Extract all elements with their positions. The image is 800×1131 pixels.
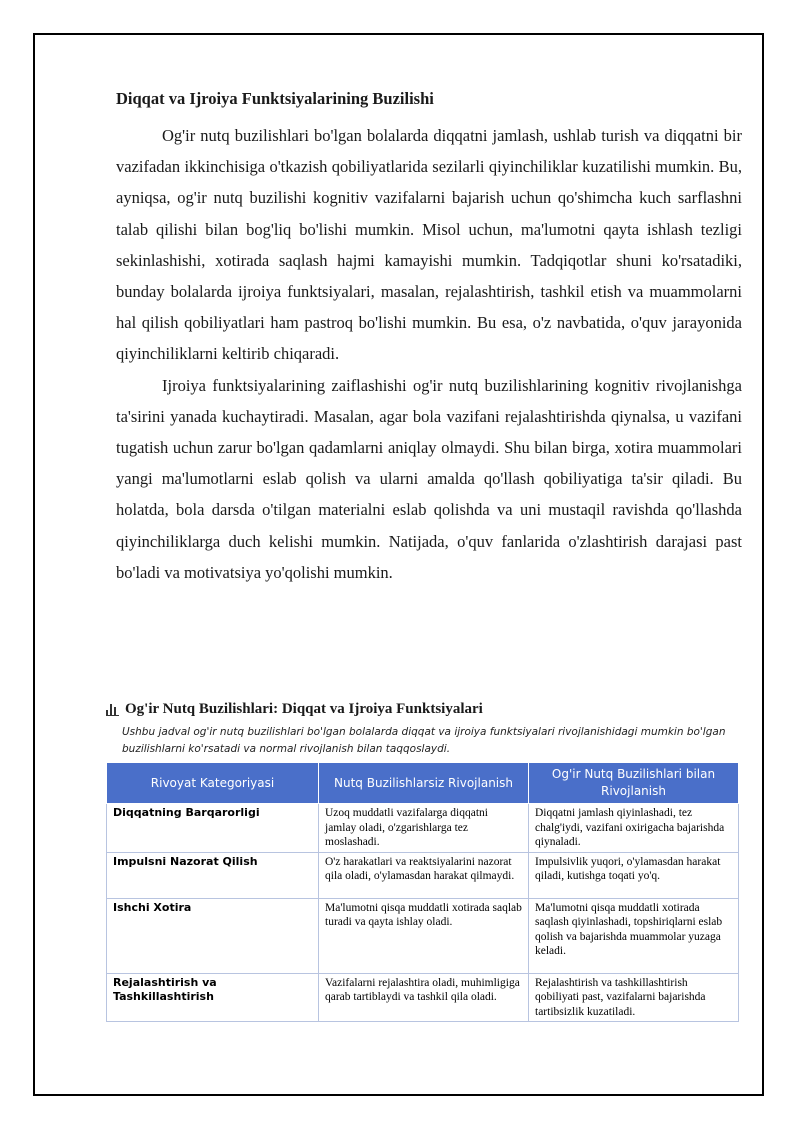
- category-cell: Diqqatning Barqarorligi: [107, 804, 319, 853]
- normal-development-cell: Uzoq muddatli vazifalarga diqqatni jamlay oladi, o'zgarishlarga tez moslashadi.: [319, 804, 529, 853]
- document-body: [116, 86, 742, 588]
- table-row: [107, 804, 739, 853]
- table-title-text: Og'ir Nutq Buzilishlari: Diqqat va Ijroiya Funktsiyalari: [125, 701, 483, 717]
- category-cell: Ishchi Xotira: [107, 898, 319, 973]
- category-cell: Impulsni Nazorat Qilish: [107, 852, 319, 898]
- normal-development-cell: O'z harakatlari va reaktsiyalarini nazorat qila oladi, o'ylamasdan harakat qilmaydi.: [319, 852, 529, 898]
- category-cell: Rejalashtirish va Tashkillashtirish: [107, 973, 319, 1022]
- impaired-development-cell: Impulsivlik yuqori, o'ylamasdan harakat qiladi, kutishga toqati yo'q.: [529, 852, 739, 898]
- table-row: [107, 973, 739, 1022]
- table-row: [107, 898, 739, 973]
- comparison-table: [106, 762, 739, 1022]
- table-caption: Ushbu jadval og'ir nutq buzilishlari bo'lgan bolalarda diqqat va ijroiya funktsiyalari rivojlanishidagi mumkin bo'lgan buzilishlarni ko'rsatadi va normal rivojlanish bilan taqqoslaydi.: [122, 726, 726, 755]
- paragraph-2: Ijroiya funktsiyalarining zaiflashishi og'ir nutq buzilishlarining kognitiv rivojlanishga ta'sirini yanada kuchaytiradi. Masalan, agar bola vazifani rejalashtirishda qiynalsa, u vazifani tugatish uchun zarur bo'lgan qadamlarni aniqlay olmaydi. Shu bilan birga, xotira muammolari yangi ma'lumotlarni eslab qolish va ularni amalda qo'llash qobiliyatiga ta'sir qiladi. Bu holatda, bola darsda o'tilgan materialni eslab qolishda va uni mustaqil ravishda qo'llashda qiyinchiliklarga duch kelishi mumkin. Natijada, o'quv fanlarida o'zlashtirish darajasi past bo'ladi va motivatsiya yo'qolishi mumkin.: [116, 375, 742, 582]
- impaired-development-cell: Rejalashtirish va tashkillashtirish qobiliyati past, vazifalarni bajarishda tartibsizlik kuzatiladi.: [529, 973, 739, 1022]
- table-header-row: [107, 763, 739, 804]
- comparison-table-section: [106, 701, 738, 1022]
- impaired-development-cell: Diqqatni jamlash qiyinlashadi, tez chalg'iydi, vazifani oxirigacha bajarishda qiynaladi.: [529, 804, 739, 853]
- table-row: [107, 852, 739, 898]
- paragraph-1: Og'ir nutq buzilishlari bo'lgan bolalarda diqqatni jamlash, ushlab turish va diqqatni bir vazifadan ikkinchisiga o'tkazish qobiliyatlarida sezilarli qiyinchiliklar kuzatilishi mumkin. Bu, ayniqsa, og'ir nutq buzilishi kognitiv vazifalarni bajarish uchun qo'shimcha kuch sarflashni talab qilishi bilan bog'liq bo'lishi mumkin. Misol uchun, ma'lumotni qayta ishlash tezligi sekinlashishi, xotirada saqlash hajmi kamayishi mumkin. Tadqiqotlar shuni ko'rsatadiki, bunday bolalarda ijroiya funktsiyalari, masalan, rejalashtirish, tashkil etish va muammolarni hal qilish qobiliyatlari ham pastroq bo'lishi mumkin. Bu esa, o'z navbatida, o'quv jarayonida qiyinchiliklarni keltirib chiqaradi.: [116, 126, 742, 364]
- table-title: [106, 701, 738, 718]
- column-header: Og'ir Nutq Buzilishlari bilan Rivojlanish: [529, 763, 739, 804]
- bar-chart-icon: [106, 704, 119, 716]
- section-heading: Diqqat va Ijroiya Funktsiyalarining Buzilishi: [116, 89, 434, 108]
- column-header: Nutq Buzilishlarsiz Rivojlanish: [319, 763, 529, 804]
- normal-development-cell: Ma'lumotni qisqa muddatli xotirada saqlab turadi va qayta ishlay oladi.: [319, 898, 529, 973]
- impaired-development-cell: Ma'lumotni qisqa muddatli xotirada saqlash qiyinlashadi, topshiriqlarni eslab qolish va bajarishda muammolar yuzaga keladi.: [529, 898, 739, 973]
- column-header: Rivoyat Kategoriyasi: [107, 763, 319, 804]
- normal-development-cell: Vazifalarni rejalashtira oladi, muhimligiga qarab tartiblaydi va tashkil qila oladi.: [319, 973, 529, 1022]
